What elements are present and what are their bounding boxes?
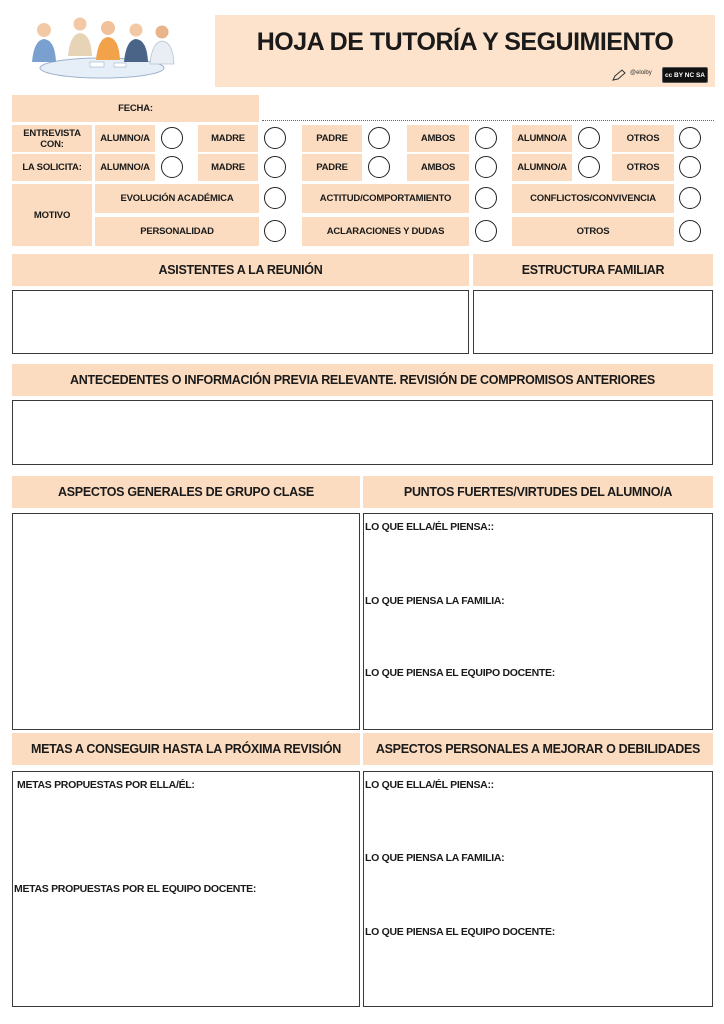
mejorar-ella-piensa-label: LO QUE ELLA/ÉL PIENSA:: — [365, 779, 494, 791]
solicita-radio-alumno[interactable] — [161, 156, 183, 178]
antecedentes-textarea[interactable] — [12, 400, 713, 465]
license-badge — [662, 67, 708, 83]
puntos-ella-piensa-label: LO QUE ELLA/ÉL PIENSA:: — [365, 521, 494, 533]
motivo-personalidad: PERSONALIDAD — [95, 217, 259, 246]
motivo-radio-otros[interactable] — [679, 220, 701, 242]
entrevista-radio-ambos[interactable] — [475, 127, 497, 149]
header-illustration — [22, 12, 182, 84]
motivo-radio-personalidad[interactable] — [264, 220, 286, 242]
motivo-actitud: ACTITUD/COMPORTAMIENTO — [302, 184, 469, 213]
estructura-textarea[interactable] — [473, 290, 713, 354]
entrevista-option-madre: MADRE — [198, 125, 258, 152]
solicita-option-madre: MADRE — [198, 154, 258, 181]
entrevista-radio-alumno[interactable] — [161, 127, 183, 149]
entrevista-label: ENTREVISTA CON: — [12, 125, 92, 152]
metas-header: METAS A CONSEGUIR HASTA LA PRÓXIMA REVISIÓN — [12, 733, 360, 765]
solicita-option-otros: OTROS — [612, 154, 674, 181]
entrevista-radio-padre[interactable] — [368, 127, 390, 149]
solicita-option-alumno-2: ALUMNO/A — [512, 154, 572, 181]
entrevista-option-ambos: AMBOS — [407, 125, 469, 152]
entrevista-radio-madre[interactable] — [264, 127, 286, 149]
fecha-label: FECHA: — [12, 95, 259, 122]
entrevista-option-alumno: ALUMNO/A — [95, 125, 155, 152]
puntos-docente-piensa-label: LO QUE PIENSA EL EQUIPO DOCENTE: — [365, 667, 555, 679]
solicita-radio-otros[interactable] — [679, 156, 701, 178]
solicita-option-padre: PADRE — [302, 154, 362, 181]
entrevista-option-padre: PADRE — [302, 125, 362, 152]
aspectos-mejorar-textarea[interactable] — [363, 771, 713, 1007]
estructura-header: ESTRUCTURA FAMILIAR — [473, 254, 713, 286]
solicita-radio-alumno-2[interactable] — [578, 156, 600, 178]
puntos-fuertes-header: PUNTOS FUERTES/VIRTUDES DEL ALUMNO/A — [363, 476, 713, 508]
page-title: HOJA DE TUTORÍA Y SEGUIMIENTO — [256, 27, 674, 56]
motivo-radio-evolucion[interactable] — [264, 187, 286, 209]
solicita-option-ambos: AMBOS — [407, 154, 469, 181]
metas-docente-label: METAS PROPUESTAS POR EL EQUIPO DOCENTE: — [14, 883, 257, 895]
asistentes-header: ASISTENTES A LA REUNIÓN — [12, 254, 469, 286]
mejorar-docente-piensa-label: LO QUE PIENSA EL EQUIPO DOCENTE: — [365, 926, 555, 938]
motivo-evolucion: EVOLUCIÓN ACADÉMICA — [95, 184, 259, 213]
fecha-input-line[interactable] — [262, 120, 714, 121]
antecedentes-header: ANTECEDENTES O INFORMACIÓN PREVIA RELEVANTE. REVISIÓN DE COMPROMISOS ANTERIORES — [12, 364, 713, 396]
motivo-radio-aclaraciones[interactable] — [475, 220, 497, 242]
solicita-option-alumno: ALUMNO/A — [95, 154, 155, 181]
aspectos-generales-textarea[interactable] — [12, 513, 360, 730]
puntos-familia-piensa-label: LO QUE PIENSA LA FAMILIA: — [365, 595, 505, 607]
motivo-radio-conflictos[interactable] — [679, 187, 701, 209]
entrevista-option-otros: OTROS — [612, 125, 674, 152]
mejorar-familia-piensa-label: LO QUE PIENSA LA FAMILIA: — [365, 852, 505, 864]
license-label: cc BY NC SA — [665, 71, 705, 79]
entrevista-radio-otros[interactable] — [679, 127, 701, 149]
motivo-radio-actitud[interactable] — [475, 187, 497, 209]
solicita-radio-madre[interactable] — [264, 156, 286, 178]
motivo-otros: OTROS — [512, 217, 674, 246]
pencil-icon — [612, 68, 626, 80]
solicita-radio-padre[interactable] — [368, 156, 390, 178]
entrevista-option-alumno-2: ALUMNO/A — [512, 125, 572, 152]
aspectos-mejorar-header: ASPECTOS PERSONALES A MEJORAR O DEBILIDADES — [363, 733, 713, 765]
solicita-radio-ambos[interactable] — [475, 156, 497, 178]
motivo-label: MOTIVO — [12, 184, 92, 246]
motivo-aclaraciones: ACLARACIONES Y DUDAS — [302, 217, 469, 246]
entrevista-radio-alumno-2[interactable] — [578, 127, 600, 149]
solicita-label: LA SOLICITA: — [12, 154, 92, 181]
aspectos-generales-header: ASPECTOS GENERALES DE GRUPO CLASE — [12, 476, 360, 508]
puntos-fuertes-textarea[interactable] — [363, 513, 713, 730]
author-tag: @eloiby — [630, 70, 652, 76]
metas-ella-label: METAS PROPUESTAS POR ELLA/ÉL: — [17, 779, 195, 791]
asistentes-textarea[interactable] — [12, 290, 469, 354]
motivo-conflictos: CONFLICTOS/CONVIVENCIA — [512, 184, 674, 213]
